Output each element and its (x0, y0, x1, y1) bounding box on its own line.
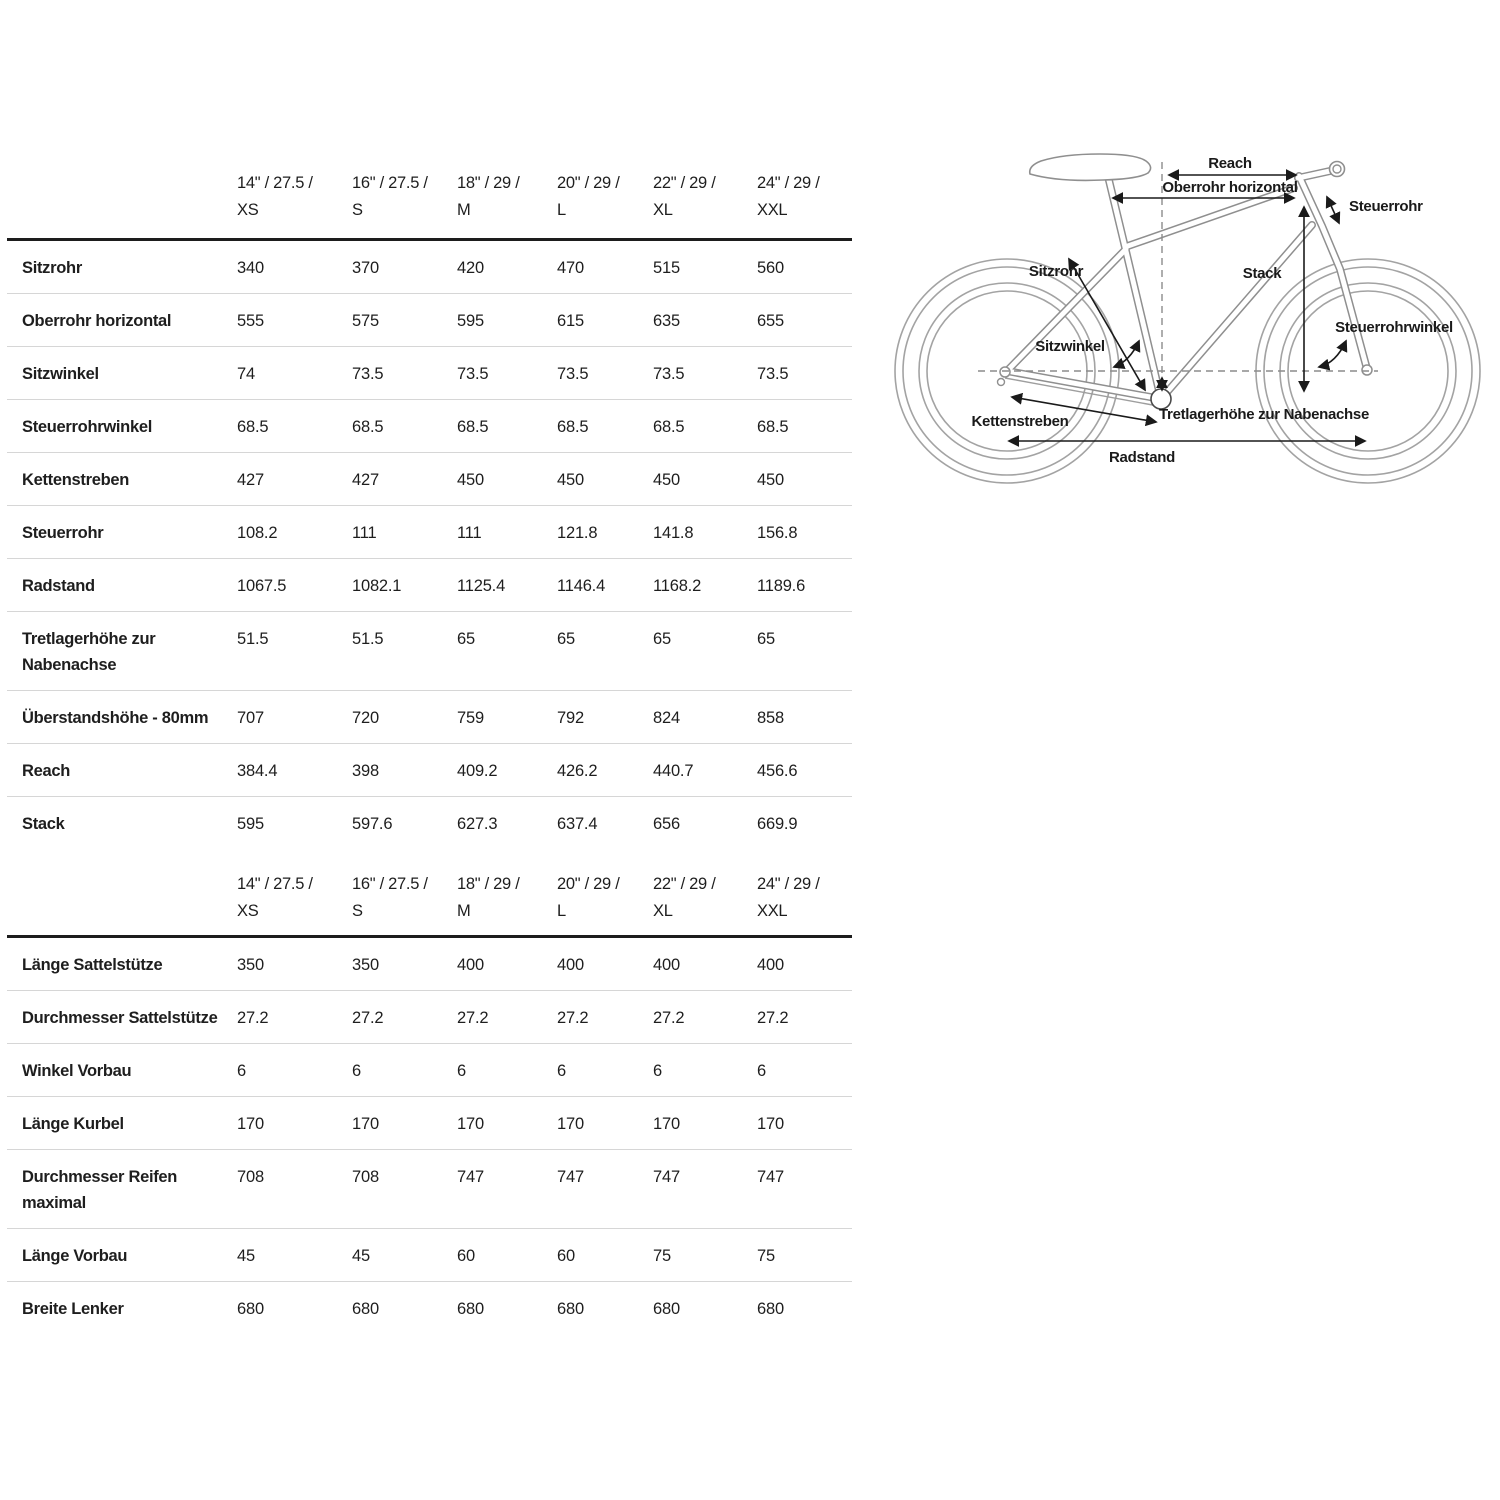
cell-value: 65 (557, 630, 575, 648)
cell-value: 759 (457, 709, 484, 727)
column-size: 20" / 29 / (557, 174, 620, 192)
steuerrohrwinkel-label: Steuerrohrwinkel (1335, 319, 1453, 336)
column-size: 14" / 27.5 / (237, 875, 313, 893)
row-label: Durchmesser Reifen maximal (22, 1168, 178, 1212)
front-dropout-icon (1362, 365, 1372, 375)
cell-value: 595 (457, 312, 484, 330)
cell-value: 1125.4 (457, 577, 506, 595)
table-row (7, 347, 852, 400)
table-row (7, 506, 852, 559)
cell-value: 400 (457, 956, 484, 974)
row-label: Winkel Vorbau (22, 1062, 132, 1080)
cell-value: 6 (653, 1062, 662, 1080)
rear-dropout-icon (1000, 367, 1010, 377)
table-row (7, 1282, 852, 1334)
cell-value: 560 (757, 259, 784, 277)
row-label: Länge Kurbel (22, 1115, 124, 1133)
column-code: XS (237, 902, 259, 920)
cell-value: 27.2 (653, 1009, 685, 1027)
cell-value: 597.6 (352, 815, 393, 833)
cell-value: 340 (237, 259, 264, 277)
cell-value: 6 (237, 1062, 246, 1080)
oberrohr-label: Oberrohr horizontal (1162, 179, 1298, 196)
column-code: XXL (757, 902, 788, 920)
cell-value: 595 (237, 815, 264, 833)
column-code: M (457, 201, 471, 219)
geometry-table (7, 160, 852, 849)
cell-value: 27.2 (352, 1009, 384, 1027)
column-size: 20" / 29 / (557, 875, 620, 893)
table-body (7, 938, 852, 1334)
cell-value: 45 (237, 1247, 255, 1265)
cell-value: 27.2 (557, 1009, 589, 1027)
cell-value: 680 (237, 1300, 264, 1318)
cell-value: 170 (237, 1115, 264, 1133)
cell-value: 450 (457, 471, 484, 489)
cell-value: 111 (352, 524, 377, 542)
column-size: 14" / 27.5 / (237, 174, 313, 192)
steuerrohrwinkel-arc-arrow (1319, 341, 1346, 367)
column-code: XL (653, 201, 673, 219)
cell-value: 73.5 (653, 365, 685, 383)
cell-value: 27.2 (757, 1009, 789, 1027)
cell-value: 51.5 (352, 630, 384, 648)
table-row (7, 1097, 852, 1150)
column-size: 18" / 29 / (457, 174, 520, 192)
column-header (557, 871, 653, 925)
table-body (7, 241, 852, 849)
cell-value: 450 (557, 471, 584, 489)
cell-value: 1067.5 (237, 577, 287, 595)
cell-value: 747 (653, 1168, 680, 1186)
cell-value: 156.8 (757, 524, 798, 542)
cell-value: 350 (237, 956, 264, 974)
cell-value: 68.5 (237, 418, 269, 436)
column-header (757, 170, 852, 224)
column-code: L (557, 902, 566, 920)
cell-value: 708 (352, 1168, 379, 1186)
cell-value: 669.9 (757, 815, 798, 833)
bike-geometry-diagram (878, 126, 1500, 518)
cell-value: 27.2 (237, 1009, 269, 1027)
cell-value: 68.5 (653, 418, 685, 436)
row-label: Steuerrohrwinkel (22, 418, 152, 436)
cell-value: 51.5 (237, 630, 269, 648)
cell-value: 656 (653, 815, 680, 833)
row-label: Länge Sattelstütze (22, 956, 163, 974)
cell-value: 427 (352, 471, 379, 489)
header-spacer (7, 170, 237, 224)
cell-value: 400 (757, 956, 784, 974)
cell-value: 65 (757, 630, 775, 648)
cell-value: 1168.2 (653, 577, 702, 595)
cell-value: 73.5 (352, 365, 384, 383)
cell-value: 398 (352, 762, 379, 780)
column-size: 24" / 29 / (757, 875, 820, 893)
cell-value: 747 (557, 1168, 584, 1186)
reach-label: Reach (1208, 155, 1252, 172)
cell-value: 680 (352, 1300, 379, 1318)
cell-value: 708 (237, 1168, 264, 1186)
cell-value: 627.3 (457, 815, 498, 833)
cell-value: 350 (352, 956, 379, 974)
cell-value: 440.7 (653, 762, 694, 780)
cell-value: 680 (557, 1300, 584, 1318)
steuerrohr-arrow (1327, 197, 1339, 223)
cell-value: 515 (653, 259, 680, 277)
cell-value: 426.2 (557, 762, 598, 780)
row-label: Reach (22, 762, 71, 780)
cell-value: 170 (352, 1115, 379, 1133)
table-row (7, 1229, 852, 1282)
cell-value: 747 (457, 1168, 484, 1186)
cell-value: 65 (653, 630, 671, 648)
column-header (237, 170, 352, 224)
cell-value: 111 (457, 524, 482, 542)
column-header (352, 871, 457, 925)
cell-value: 456.6 (757, 762, 798, 780)
cell-value: 73.5 (457, 365, 489, 383)
derailleur-icon (998, 379, 1005, 386)
table-row (7, 400, 852, 453)
table-row (7, 938, 852, 991)
row-label: Stack (22, 815, 65, 833)
column-header (653, 871, 757, 925)
cell-value: 615 (557, 312, 584, 330)
cell-value: 680 (653, 1300, 680, 1318)
cell-value: 141.8 (653, 524, 694, 542)
cell-value: 1082.1 (352, 577, 402, 595)
cell-value: 68.5 (352, 418, 384, 436)
cell-value: 68.5 (757, 418, 789, 436)
column-code: L (557, 201, 566, 219)
column-header (352, 170, 457, 224)
row-label: Überstandshöhe - 80mm (22, 709, 209, 727)
kettenstreben-label: Kettenstreben (971, 413, 1069, 430)
cell-value: 747 (757, 1168, 784, 1186)
cell-value: 420 (457, 259, 484, 277)
bike-diagram-svg (878, 126, 1500, 518)
cell-value: 75 (757, 1247, 775, 1265)
components-table (7, 849, 852, 1334)
cell-value: 65 (457, 630, 475, 648)
table-row (7, 453, 852, 506)
row-label: Breite Lenker (22, 1300, 124, 1318)
cell-value: 68.5 (557, 418, 589, 436)
column-size: 22" / 29 / (653, 174, 716, 192)
cell-value: 73.5 (757, 365, 789, 383)
handlebar-inner-icon (1333, 165, 1341, 173)
table-row (7, 991, 852, 1044)
column-code: S (352, 902, 363, 920)
cell-value: 680 (757, 1300, 784, 1318)
column-code: XS (237, 201, 259, 219)
column-header (757, 871, 852, 925)
row-label: Radstand (22, 577, 95, 595)
cell-value: 409.2 (457, 762, 498, 780)
cell-value: 1189.6 (757, 577, 806, 595)
row-label: Kettenstreben (22, 471, 130, 489)
table-row (7, 691, 852, 744)
cell-value: 6 (457, 1062, 466, 1080)
cell-value: 720 (352, 709, 379, 727)
column-size: 16" / 27.5 / (352, 875, 428, 893)
cell-value: 792 (557, 709, 584, 727)
column-code: M (457, 902, 471, 920)
cell-value: 73.5 (557, 365, 589, 383)
cell-value: 108.2 (237, 524, 278, 542)
row-label: Durchmesser Sattelstütze (22, 1009, 218, 1027)
radstand-label: Radstand (1109, 449, 1175, 466)
cell-value: 170 (653, 1115, 680, 1133)
column-size: 18" / 29 / (457, 875, 520, 893)
cell-value: 370 (352, 259, 379, 277)
row-label: Sitzwinkel (22, 365, 99, 383)
cell-value: 637.4 (557, 815, 598, 833)
cell-value: 680 (457, 1300, 484, 1318)
table-row (7, 1044, 852, 1097)
cell-value: 858 (757, 709, 784, 727)
column-header (457, 170, 557, 224)
table-row (7, 241, 852, 294)
row-label: Oberrohr horizontal (22, 312, 172, 330)
header-spacer (7, 871, 237, 925)
cell-value: 1146.4 (557, 577, 606, 595)
row-label: Tretlagerhöhe zur Nabenachse (22, 630, 156, 674)
table-row (7, 294, 852, 347)
table-row (7, 1150, 852, 1229)
cell-value: 60 (557, 1247, 575, 1265)
cell-value: 824 (653, 709, 680, 727)
saddle-icon (1030, 154, 1151, 180)
column-size: 22" / 29 / (653, 875, 716, 893)
cell-value: 6 (757, 1062, 766, 1080)
cell-value: 27.2 (457, 1009, 489, 1027)
cell-value: 6 (352, 1062, 361, 1080)
tretlagerhoehe-label: Tretlagerhöhe zur Nabenachse (1159, 406, 1370, 423)
cell-value: 45 (352, 1247, 370, 1265)
cell-value: 68.5 (457, 418, 489, 436)
column-code: XL (653, 902, 673, 920)
table-row (7, 559, 852, 612)
column-code: XXL (757, 201, 788, 219)
sitzrohr-label: Sitzrohr (1028, 263, 1084, 280)
cell-value: 575 (352, 312, 379, 330)
sitzwinkel-label: Sitzwinkel (1035, 338, 1105, 355)
cell-value: 655 (757, 312, 784, 330)
steuerrohr-label: Steuerrohr (1349, 198, 1423, 215)
cell-value: 170 (757, 1115, 784, 1133)
column-header (653, 170, 757, 224)
stack-label: Stack (1242, 265, 1282, 282)
column-header (557, 170, 653, 224)
row-label: Steuerrohr (22, 524, 104, 542)
row-label: Länge Vorbau (22, 1247, 128, 1265)
cell-value: 75 (653, 1247, 671, 1265)
cell-value: 450 (757, 471, 784, 489)
table-row (7, 744, 852, 797)
cell-value: 427 (237, 471, 264, 489)
cell-value: 170 (457, 1115, 484, 1133)
table-header (7, 160, 852, 241)
cell-value: 400 (653, 956, 680, 974)
column-code: S (352, 201, 363, 219)
table-row (7, 612, 852, 691)
column-size: 24" / 29 / (757, 174, 820, 192)
cell-value: 470 (557, 259, 584, 277)
cell-value: 6 (557, 1062, 566, 1080)
column-header (457, 871, 557, 925)
row-label: Sitzrohr (22, 259, 82, 277)
column-size: 16" / 27.5 / (352, 174, 428, 192)
cell-value: 121.8 (557, 524, 598, 542)
cell-value: 555 (237, 312, 264, 330)
cell-value: 707 (237, 709, 264, 727)
cell-value: 170 (557, 1115, 584, 1133)
cell-value: 635 (653, 312, 680, 330)
cell-value: 74 (237, 365, 255, 383)
column-header (237, 871, 352, 925)
cell-value: 450 (653, 471, 680, 489)
table-header (7, 849, 852, 938)
cell-value: 400 (557, 956, 584, 974)
cell-value: 384.4 (237, 762, 278, 780)
geometry-tables (7, 160, 852, 1334)
cell-value: 60 (457, 1247, 475, 1265)
measurement-arrows (1009, 175, 1365, 441)
table-row (7, 797, 852, 849)
